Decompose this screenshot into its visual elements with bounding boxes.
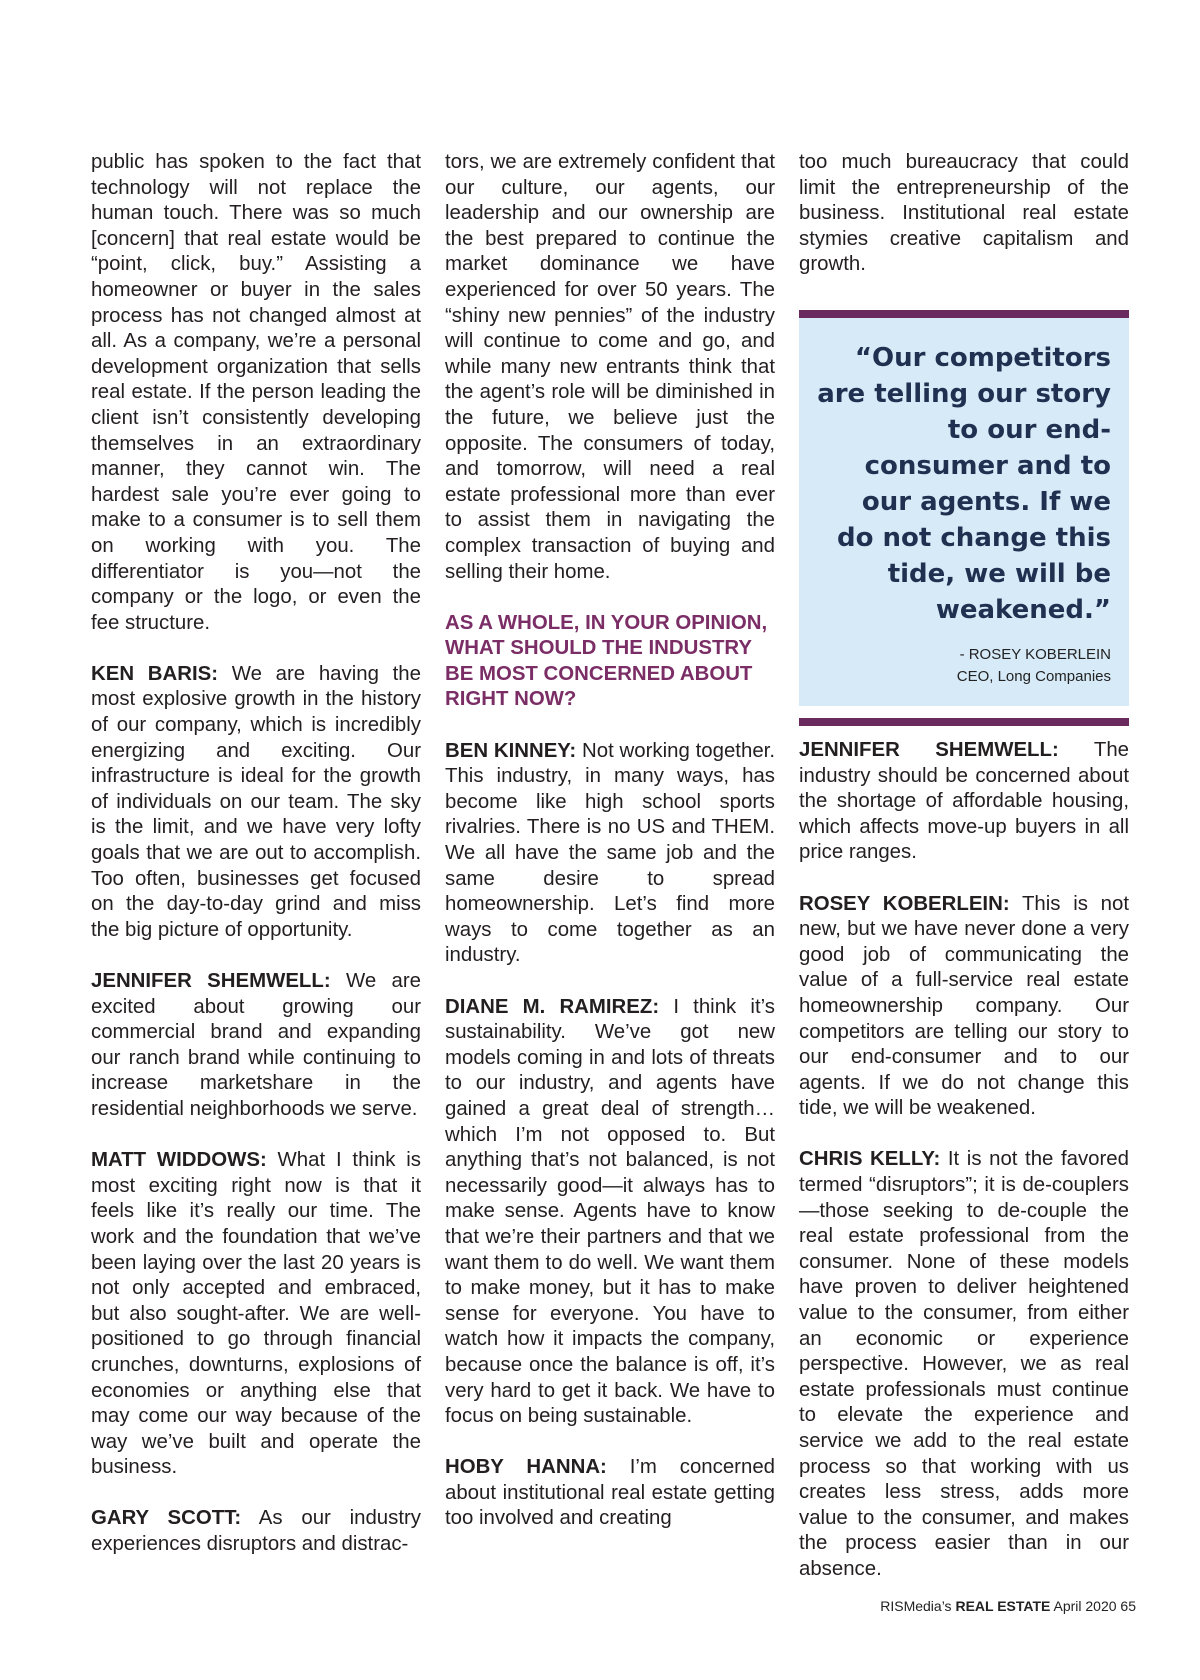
paragraph-ken-baris (91, 662, 421, 944)
paragraph-ben-kinney (445, 739, 775, 969)
speaker-text: I think it’s sustainability. We’ve got new models coming in and lots of threats to our industry, and agents have gained a great deal of strength… which I’m not opposed to. But anything that’s not balanced, is not necessarily good—it always has to make sense. Agents have to know that we’re their partners and that we want them to do well. We want them to make money, but it has to make sense for everyone. You have to watch how it impacts the company, because once the balance is off, it’s very hard to get it back. We have to focus on being sustainable. (445, 995, 775, 1428)
pull-quote-box (799, 310, 1129, 706)
paragraph-matt-widdows (91, 1148, 421, 1481)
pull-quote-attribution (817, 644, 1111, 688)
paragraph: too much bureaucracy that could limit the entrepreneurship of the business. Institutional real estate stymies creative capitalism and growth. (799, 151, 1129, 276)
speaker-name: KEN BARIS: (91, 662, 218, 685)
pull-quote-author-title: CEO, Long Companies (956, 667, 1111, 685)
speaker-name: MATT WIDDOWS: (91, 1149, 267, 1172)
paragraph-rosey-koberlein (799, 892, 1129, 1122)
interview-question-heading: AS A WHOLE, IN YOUR OPINION, WHAT SHOULD THE INDUSTRY BE MOST CONCERNED ABOUT RIGHT NOW? (445, 611, 768, 711)
paragraph-chris-kelly (799, 1147, 1129, 1582)
publication-name: RISMedia’s (880, 1598, 952, 1614)
pull-quote-text: “Our competitors are telling our story to our end-consumer and to our agents. If we do not change this tide, we will be weakened.” (817, 342, 1111, 625)
speaker-text: We are excited about growing our commercial brand and expanding our ranch brand while continuing to increase marketshare in the residential neighborhoods we serve. (91, 970, 421, 1120)
article-column-2 (445, 150, 775, 1532)
speaker-name: JENNIFER SHEMWELL: (799, 738, 1059, 761)
paragraph: tors, we are extremely confident that our culture, our agents, our leadership and our ownership are the best prepared to continue the market dominance we have experienced for over 50 years. The “shiny new pennies” of the industry will continue to come and go, and while many new entrants think that the agent’s role will be diminished in the future, we believe just the opposite. The consumers of today, and tomorrow, will need a real estate professional more than ever to assist them in navigating the complex transaction of buying and selling their home. (445, 151, 775, 583)
article-column-1 (91, 150, 421, 1558)
speaker-text: We are having the most explosive growth in the history of our company, which is incredibly energizing and exciting. Our infrastructure is ideal for the growth of individuals on our team. The sky is the limit, and we have very lofty goals that we are out to accomplish. Too often, businesses get focused on the day-to-day grind and miss the big picture of opportunity. (91, 662, 421, 941)
speaker-name: HOBY HANNA: (445, 1456, 607, 1479)
speaker-name: GARY SCOTT: (91, 1507, 242, 1530)
speaker-name: ROSEY KOBERLEIN: (799, 892, 1010, 915)
paragraph: public has spoken to the fact that technology will not replace the human touch. There was so much [concern] that real estate would be “point, click, buy.” Assisting a homeowner or buyer in the sales process has not changed almost at all. As a company, we’re a personal development organization that sells real estate. If the person leading the client isn’t consistently developing themselves in an extraordinary manner, they cannot win. The hardest sale you’re ever going to make to a consumer is to sell them on working with you. The differentiator is you—not the company or the logo, or even the fee structure. (91, 151, 421, 634)
paragraph-jennifer-shemwell (91, 969, 421, 1123)
paragraph-diane-ramirez (445, 995, 775, 1430)
speaker-text: As our industry experiences disruptors and distrac- (91, 1507, 421, 1556)
paragraph-gary-scott (91, 1506, 421, 1557)
publication-section: REAL ESTATE (955, 1598, 1051, 1614)
speaker-text: What I think is most exciting right now is that it feels like it’s really our time. The work and the foundation that we’ve been laying over the last 20 years is not only accepted and embraced, but also sought-after. We are well-positioned to go through financial crunches, downturns, explosions of economies or anything else that may come our way because of the way we’ve built and operate the business. (91, 1149, 421, 1479)
speaker-text: I’m concerned about institutional real estate getting too involved and creating (445, 1456, 775, 1530)
speaker-name: CHRIS KELLY: (799, 1148, 941, 1171)
issue-date: April 2020 (1053, 1598, 1117, 1614)
paragraph-jennifer-shemwell (799, 738, 1129, 866)
speaker-name: JENNIFER SHEMWELL: (91, 970, 331, 992)
paragraph-hoby-hanna (445, 1455, 775, 1532)
page-number: 65 (1120, 1598, 1136, 1614)
speaker-name: BEN KINNEY: (445, 739, 577, 762)
pull-quote-author: - ROSEY KOBERLEIN (959, 645, 1111, 663)
page-footer (880, 1598, 1136, 1614)
speaker-text: It is not the favored termed “disruptors”; it is de-couplers—those seeking to de-couple the real estate professional from the consumer. None of these models have proven to deliver heightened value to the consumer, from either an economic or experience perspective. However, we as real estate professionals must continue to elevate the experience and service we add to the real estate process so that working with us creates less stress, adds more value to the consumer, and makes the process easier than in our absence. (799, 1148, 1129, 1580)
speaker-text: The industry should be concerned about the shortage of affordable housing, which affects move-up buyers in all price ranges. (799, 738, 1129, 864)
article-column-3 (799, 150, 1129, 1583)
speaker-text: This is not new, but we have never done a very good job of communicating the value of a full-service real estate homeownership company. Our competitors are telling our story to our end-consumer and to our agents. If we do not change this tide, we will be weakened. (799, 892, 1129, 1120)
speaker-name: DIANE M. RAMIREZ: (445, 995, 660, 1018)
speaker-text: Not working together. This industry, in many ways, has become like high school sports rivalries. There is no US and THEM. We all have the same job and the same desire to spread homeownership. Let’s find more ways to come together as an industry. (445, 739, 775, 967)
